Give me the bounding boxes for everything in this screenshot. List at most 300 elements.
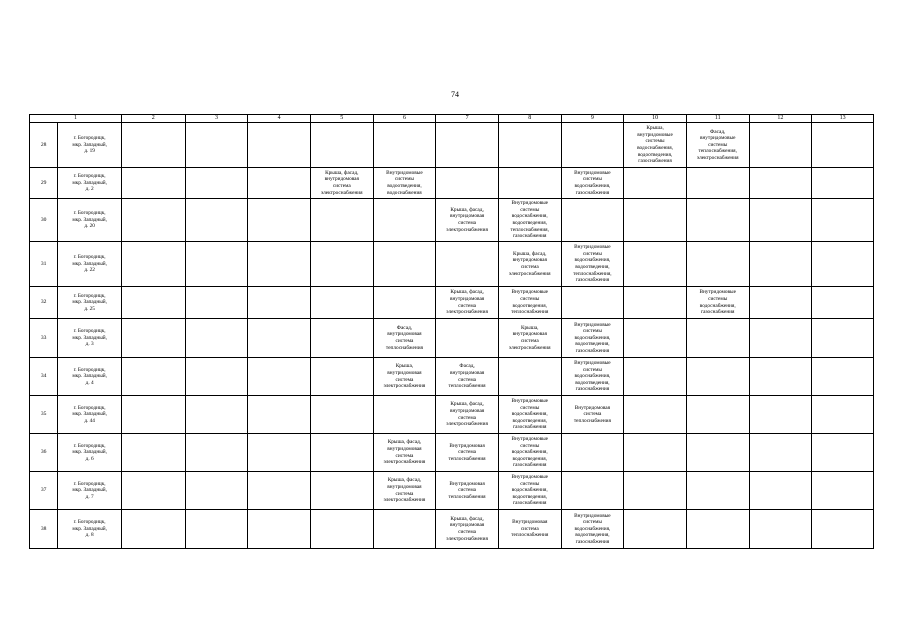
work-line: водоотведения, <box>575 379 610 386</box>
work-cell-col-9 <box>561 242 624 287</box>
work-line: теплоснабжения, <box>698 148 737 155</box>
work-cell-col-6 <box>373 396 436 434</box>
work-cell-col-6 <box>373 123 436 168</box>
work-line: газоснабжения <box>512 500 547 507</box>
work-cell-col-7 <box>436 199 499 242</box>
work-cell-col-13 <box>812 319 874 358</box>
address-line: г. Богородицк, <box>73 366 106 373</box>
work-cell-col-12 <box>749 510 812 549</box>
work-line: Внутридомовые <box>386 169 423 176</box>
work-line: система <box>520 525 539 532</box>
work-line: электроснабжения <box>446 309 488 316</box>
work-line: теплоснабжения <box>573 417 611 424</box>
work-line: водоснабжения, <box>511 411 548 418</box>
work-line: Крыша, <box>395 363 414 370</box>
work-cell-col-5 <box>310 168 373 199</box>
work-line: Внутридомовая <box>449 480 485 487</box>
address-line: мкр. Западный, <box>72 487 107 494</box>
address-line: д. 8 <box>85 532 94 539</box>
work-line: водоснабжения, <box>574 183 611 189</box>
work-line: Внутридомовые <box>574 244 611 251</box>
address-cell <box>58 434 122 472</box>
work-cell-col-6 <box>373 434 436 472</box>
work-line: электроснабжения <box>696 154 739 161</box>
work-line: водоснабжения, <box>637 145 674 151</box>
work-line: теплоснабжения <box>511 532 549 539</box>
work-cell-col-2 <box>121 287 185 319</box>
address-line: г. Богородицк, <box>73 292 106 299</box>
work-line: электроснабжения <box>383 383 426 390</box>
work-line: внутридомовая <box>512 257 547 264</box>
work-cell-col-7 <box>436 287 499 319</box>
work-cell-col-2 <box>121 168 185 199</box>
work-line: электроснабжения <box>446 421 488 428</box>
work-cell-col-9 <box>561 358 624 396</box>
work-cell-col-3 <box>185 358 248 396</box>
column-header: 12 <box>749 115 812 123</box>
work-line: Крыша, фасад, <box>450 206 484 213</box>
row-number: 33 <box>30 319 58 358</box>
work-cell-col-3 <box>185 123 248 168</box>
column-header: 10 <box>624 115 687 123</box>
work-line: Внутридомовые <box>574 321 611 328</box>
work-line: газоснабжения <box>575 189 610 196</box>
work-line: внутридомовая <box>387 369 422 376</box>
work-line: внутридомовая <box>449 369 485 376</box>
work-cell-col-9 <box>561 396 624 434</box>
work-line: система <box>332 183 351 189</box>
work-line: газоснабжения <box>575 277 610 284</box>
work-line: системы <box>582 519 602 526</box>
work-line: внутридомовая <box>449 295 485 302</box>
work-cell-col-4 <box>248 242 311 287</box>
work-cell-col-10 <box>624 510 687 549</box>
work-cell-col-12 <box>749 396 812 434</box>
address-line: мкр. Западный, <box>72 334 107 341</box>
work-cell-col-3 <box>185 168 248 199</box>
work-cell-col-9 <box>561 123 624 168</box>
work-cell-col-3 <box>185 472 248 510</box>
work-cell-col-2 <box>121 319 185 358</box>
work-line: система <box>458 449 477 456</box>
work-cell-col-8 <box>498 199 561 242</box>
work-cell-col-11 <box>686 396 749 434</box>
work-cell-col-13 <box>812 287 874 319</box>
work-line: Внутридомовые <box>574 512 611 519</box>
address-line: д. 2 <box>85 186 94 193</box>
work-line: системы <box>582 328 602 335</box>
work-line: Фасад, <box>396 324 413 331</box>
table-row <box>30 168 874 199</box>
work-cell-col-13 <box>812 123 874 168</box>
work-cell-col-2 <box>121 358 185 396</box>
work-line: газоснабжения <box>575 538 610 545</box>
work-line: системы <box>582 176 602 183</box>
work-line: электроснабжения <box>508 270 551 277</box>
work-line: Крыша, <box>521 324 539 331</box>
work-cell-col-2 <box>121 123 185 168</box>
address-line: д. 19 <box>84 148 95 155</box>
address-cell <box>58 168 122 199</box>
page-number: 74 <box>451 90 459 99</box>
work-line: водоснабжения, <box>574 334 611 341</box>
work-line: внутридомовые <box>699 135 736 142</box>
work-line: теплоснабжения <box>448 383 486 390</box>
work-cell-col-9 <box>561 319 624 358</box>
work-cell-col-11 <box>686 510 749 549</box>
work-cell-col-6 <box>373 358 436 396</box>
work-cell-col-8 <box>498 123 561 168</box>
work-cell-col-8 <box>498 287 561 319</box>
work-cell-col-7 <box>436 242 499 287</box>
work-line: электроснабжения <box>446 535 488 542</box>
work-cell-col-4 <box>248 358 311 396</box>
work-line: Внутридомовые <box>511 398 549 405</box>
work-cell-col-5 <box>310 123 373 168</box>
work-cell-col-13 <box>812 358 874 396</box>
work-line: системы <box>520 404 540 411</box>
work-line: Крыша, фасад, <box>513 250 547 257</box>
work-cell-col-10 <box>624 472 687 510</box>
work-line: газоснабжения <box>512 424 547 431</box>
work-cell-col-2 <box>121 199 185 242</box>
row-number: 28 <box>30 123 58 168</box>
work-line: Крыша, фасад, <box>387 439 422 446</box>
address-line: мкр. Западный, <box>72 260 107 267</box>
work-cell-col-9 <box>561 168 624 199</box>
row-number: 31 <box>30 242 58 287</box>
work-cell-col-2 <box>121 242 185 287</box>
work-line: газоснабжения <box>512 462 547 469</box>
work-cell-col-10 <box>624 123 687 168</box>
address-cell <box>58 472 122 510</box>
work-cell-col-8 <box>498 434 561 472</box>
work-line: Внутридомовые <box>574 169 611 176</box>
work-line: газоснабжения <box>638 158 672 165</box>
address-line: г. Богородицк, <box>73 442 106 449</box>
table-row <box>30 472 874 510</box>
work-cell-col-12 <box>749 319 812 358</box>
work-cell-col-4 <box>248 168 311 199</box>
row-number: 35 <box>30 396 58 434</box>
column-header: 5 <box>310 115 373 123</box>
work-cell-col-10 <box>624 199 687 242</box>
work-line: водоотведения, <box>512 220 547 226</box>
work-cell-col-6 <box>373 242 436 287</box>
work-cell-col-4 <box>248 123 311 168</box>
work-line: Фасад, <box>459 363 475 370</box>
address-line: мкр. Западный, <box>72 525 107 532</box>
address-line: мкр. Западный, <box>72 299 107 306</box>
row-number: 38 <box>30 510 58 549</box>
work-cell-col-5 <box>310 510 373 549</box>
column-header: 2 <box>121 115 185 123</box>
work-line: система <box>395 452 414 459</box>
work-cell-col-3 <box>185 319 248 358</box>
work-cell-col-13 <box>812 242 874 287</box>
work-cell-col-6 <box>373 472 436 510</box>
work-line: Внутридомовая <box>512 519 548 526</box>
work-cell-col-3 <box>185 199 248 242</box>
address-cell <box>58 123 122 168</box>
work-line: внутридомовая <box>449 407 485 414</box>
work-line: система <box>458 302 477 309</box>
work-cell-col-5 <box>310 199 373 242</box>
work-line: внутридомовые <box>637 131 673 138</box>
address-line: мкр. Западный, <box>72 179 107 186</box>
work-cell-col-3 <box>185 287 248 319</box>
work-line: теплоснабжения <box>448 493 486 500</box>
work-line: внутридомовая <box>324 176 359 183</box>
work-cell-col-4 <box>248 510 311 549</box>
address-line: г. Богородицк, <box>73 173 106 180</box>
work-cell-col-13 <box>812 396 874 434</box>
work-line: внутридомовая <box>449 213 485 220</box>
work-cell-col-10 <box>624 396 687 434</box>
work-cell-col-13 <box>812 199 874 242</box>
address-cell <box>58 287 122 319</box>
work-line: Внутридомовые <box>511 289 549 296</box>
work-line: система <box>520 264 539 270</box>
work-line: внутридомовая <box>387 483 422 490</box>
work-line: теплоснабжения <box>385 344 423 351</box>
address-line: г. Богородицк, <box>73 210 106 217</box>
work-line: водоснабжения, <box>511 449 548 456</box>
work-line: внутридомовая <box>387 331 422 338</box>
work-cell-col-4 <box>248 199 311 242</box>
work-line: теплоснабжения, <box>573 270 612 277</box>
address-line: д. 6 <box>85 455 94 462</box>
work-line: Крыша, фасад, <box>450 401 484 408</box>
table-row <box>30 510 874 549</box>
work-cell-col-12 <box>749 472 812 510</box>
work-cell-col-13 <box>812 434 874 472</box>
work-cell-col-5 <box>310 396 373 434</box>
work-line: система <box>458 376 477 383</box>
address-line: мкр. Западный, <box>72 411 107 418</box>
work-cell-col-10 <box>624 319 687 358</box>
work-line: водоотведения, <box>575 264 610 270</box>
address-cell <box>58 358 122 396</box>
column-header: 11 <box>686 115 749 123</box>
work-cell-col-7 <box>436 472 499 510</box>
work-line: Внутридомовые <box>511 200 549 207</box>
table-row <box>30 434 874 472</box>
column-header: 13 <box>812 115 874 123</box>
column-header: 6 <box>373 115 436 123</box>
work-cell-col-5 <box>310 242 373 287</box>
work-cell-col-8 <box>498 396 561 434</box>
work-cell-col-3 <box>185 396 248 434</box>
work-line: теплоснабжения <box>511 309 549 316</box>
work-cell-col-10 <box>624 287 687 319</box>
work-cell-col-7 <box>436 319 499 358</box>
work-line: водоотведения, <box>637 151 673 158</box>
work-line: водоотведения, <box>575 532 610 539</box>
work-cell-col-7 <box>436 434 499 472</box>
column-header-row <box>30 115 874 123</box>
work-cell-col-11 <box>686 472 749 510</box>
work-cell-col-5 <box>310 319 373 358</box>
work-cell-col-8 <box>498 510 561 549</box>
work-line: системы <box>708 295 728 302</box>
table-row <box>30 242 874 287</box>
address-line: г. Богородицк, <box>73 328 106 335</box>
work-line: Крыша, фасад, <box>450 289 484 296</box>
work-line: водоснабжения, <box>511 487 548 494</box>
work-cell-col-12 <box>749 434 812 472</box>
work-cell-col-7 <box>436 396 499 434</box>
column-header: 1 <box>30 115 122 123</box>
work-cell-col-7 <box>436 358 499 396</box>
work-line: система <box>458 487 477 494</box>
work-cell-col-12 <box>749 168 812 199</box>
work-line: газоснабжения <box>512 233 547 240</box>
work-line: электроснабжения <box>320 189 363 196</box>
work-line: водоотведения, <box>512 417 547 424</box>
work-cell-col-6 <box>373 168 436 199</box>
work-cell-col-11 <box>686 358 749 396</box>
work-cell-col-11 <box>686 168 749 199</box>
table-row <box>30 287 874 319</box>
work-cell-col-4 <box>248 472 311 510</box>
work-cell-col-9 <box>561 472 624 510</box>
work-cell-col-3 <box>185 434 248 472</box>
work-line: внутридомовая <box>449 522 485 529</box>
work-line: система <box>395 338 414 344</box>
work-line: Внутридомовая <box>574 404 611 411</box>
work-line: водоотведения, <box>575 341 610 348</box>
work-cell-col-10 <box>624 358 687 396</box>
work-line: водоснабжения, <box>574 525 611 532</box>
work-cell-col-7 <box>436 123 499 168</box>
address-line: мкр. Западный, <box>72 141 107 148</box>
column-header: 7 <box>436 115 499 123</box>
work-cell-col-11 <box>686 319 749 358</box>
work-cell-col-11 <box>686 123 749 168</box>
work-line: внутридомовая <box>387 445 422 452</box>
work-cell-col-8 <box>498 242 561 287</box>
work-line: электроснабжения <box>383 459 426 466</box>
work-line: водоснабжения <box>387 189 422 196</box>
work-line: водоснабжения, <box>511 213 548 220</box>
table-row <box>30 319 874 358</box>
row-number: 29 <box>30 168 58 199</box>
column-header: 4 <box>248 115 311 123</box>
address-line: г. Богородицк, <box>73 519 106 526</box>
work-cell-col-12 <box>749 287 812 319</box>
work-line: система <box>458 529 477 535</box>
address-line: г. Богородицк, <box>73 254 106 261</box>
work-cell-col-11 <box>686 434 749 472</box>
work-cell-col-5 <box>310 434 373 472</box>
row-number: 32 <box>30 287 58 319</box>
table-row <box>30 358 874 396</box>
work-cell-col-6 <box>373 287 436 319</box>
work-cell-col-6 <box>373 319 436 358</box>
work-line: Внутридомовые <box>574 360 611 367</box>
work-line: система <box>583 411 602 418</box>
work-cell-col-9 <box>561 199 624 242</box>
work-cell-col-9 <box>561 434 624 472</box>
row-number: 34 <box>30 358 58 396</box>
work-line: Крыша, фасад, <box>450 515 484 522</box>
work-cell-col-8 <box>498 472 561 510</box>
address-line: д. 25 <box>84 305 95 312</box>
work-cell-col-11 <box>686 199 749 242</box>
work-line: системы <box>520 295 540 302</box>
address-cell <box>58 242 122 287</box>
work-cell-col-10 <box>624 242 687 287</box>
work-line: Крыша, фасад, <box>325 169 359 176</box>
work-line: системы <box>645 138 665 145</box>
work-line: системы <box>582 250 602 257</box>
work-cell-col-10 <box>624 434 687 472</box>
address-line: мкр. Западный, <box>72 216 107 223</box>
address-cell <box>58 510 122 549</box>
work-cell-col-8 <box>498 168 561 199</box>
work-line: системы <box>520 442 540 449</box>
work-cell-col-11 <box>686 287 749 319</box>
work-cell-col-5 <box>310 358 373 396</box>
work-line: газоснабжения <box>575 386 610 393</box>
work-cell-col-12 <box>749 199 812 242</box>
work-line: Внутридомовые <box>511 436 549 443</box>
work-cell-col-13 <box>812 472 874 510</box>
work-line: Внутридомовые <box>699 289 736 296</box>
work-line: системы <box>520 206 540 213</box>
address-cell <box>58 319 122 358</box>
address-line: д. 44 <box>84 417 95 424</box>
work-line: газоснабжения <box>575 347 610 354</box>
row-number: 30 <box>30 199 58 242</box>
work-cell-col-2 <box>121 472 185 510</box>
work-line: Внутридомовая <box>449 442 485 449</box>
address-line: мкр. Западный, <box>72 449 107 456</box>
work-cell-col-3 <box>185 242 248 287</box>
work-line: электроснабжения <box>508 344 551 351</box>
work-line: водоотведения, <box>387 183 422 189</box>
work-cell-col-6 <box>373 510 436 549</box>
work-line: водоснабжения, <box>699 302 736 309</box>
address-line: мкр. Западный, <box>72 373 107 380</box>
table-row <box>30 123 874 168</box>
repair-schedule-table <box>29 114 874 549</box>
work-line: электроснабжения <box>383 497 426 504</box>
address-line: д. 20 <box>84 223 95 230</box>
address-line: г. Богородицк, <box>73 135 106 142</box>
work-cell-col-10 <box>624 168 687 199</box>
work-line: газоснабжения <box>700 309 735 316</box>
work-line: системы <box>708 141 728 148</box>
column-header: 8 <box>498 115 561 123</box>
work-cell-col-4 <box>248 434 311 472</box>
address-cell <box>58 396 122 434</box>
column-header: 9 <box>561 115 624 123</box>
work-line: система <box>458 414 477 421</box>
work-line: водоотведения, <box>512 493 547 500</box>
row-number: 37 <box>30 472 58 510</box>
work-line: Крыша, <box>646 125 664 132</box>
address-line: д. 7 <box>85 493 94 500</box>
work-line: система <box>458 220 477 226</box>
address-cell <box>58 199 122 242</box>
work-cell-col-4 <box>248 396 311 434</box>
work-cell-col-7 <box>436 168 499 199</box>
work-cell-col-4 <box>248 319 311 358</box>
work-line: система <box>520 338 539 344</box>
work-cell-col-8 <box>498 358 561 396</box>
